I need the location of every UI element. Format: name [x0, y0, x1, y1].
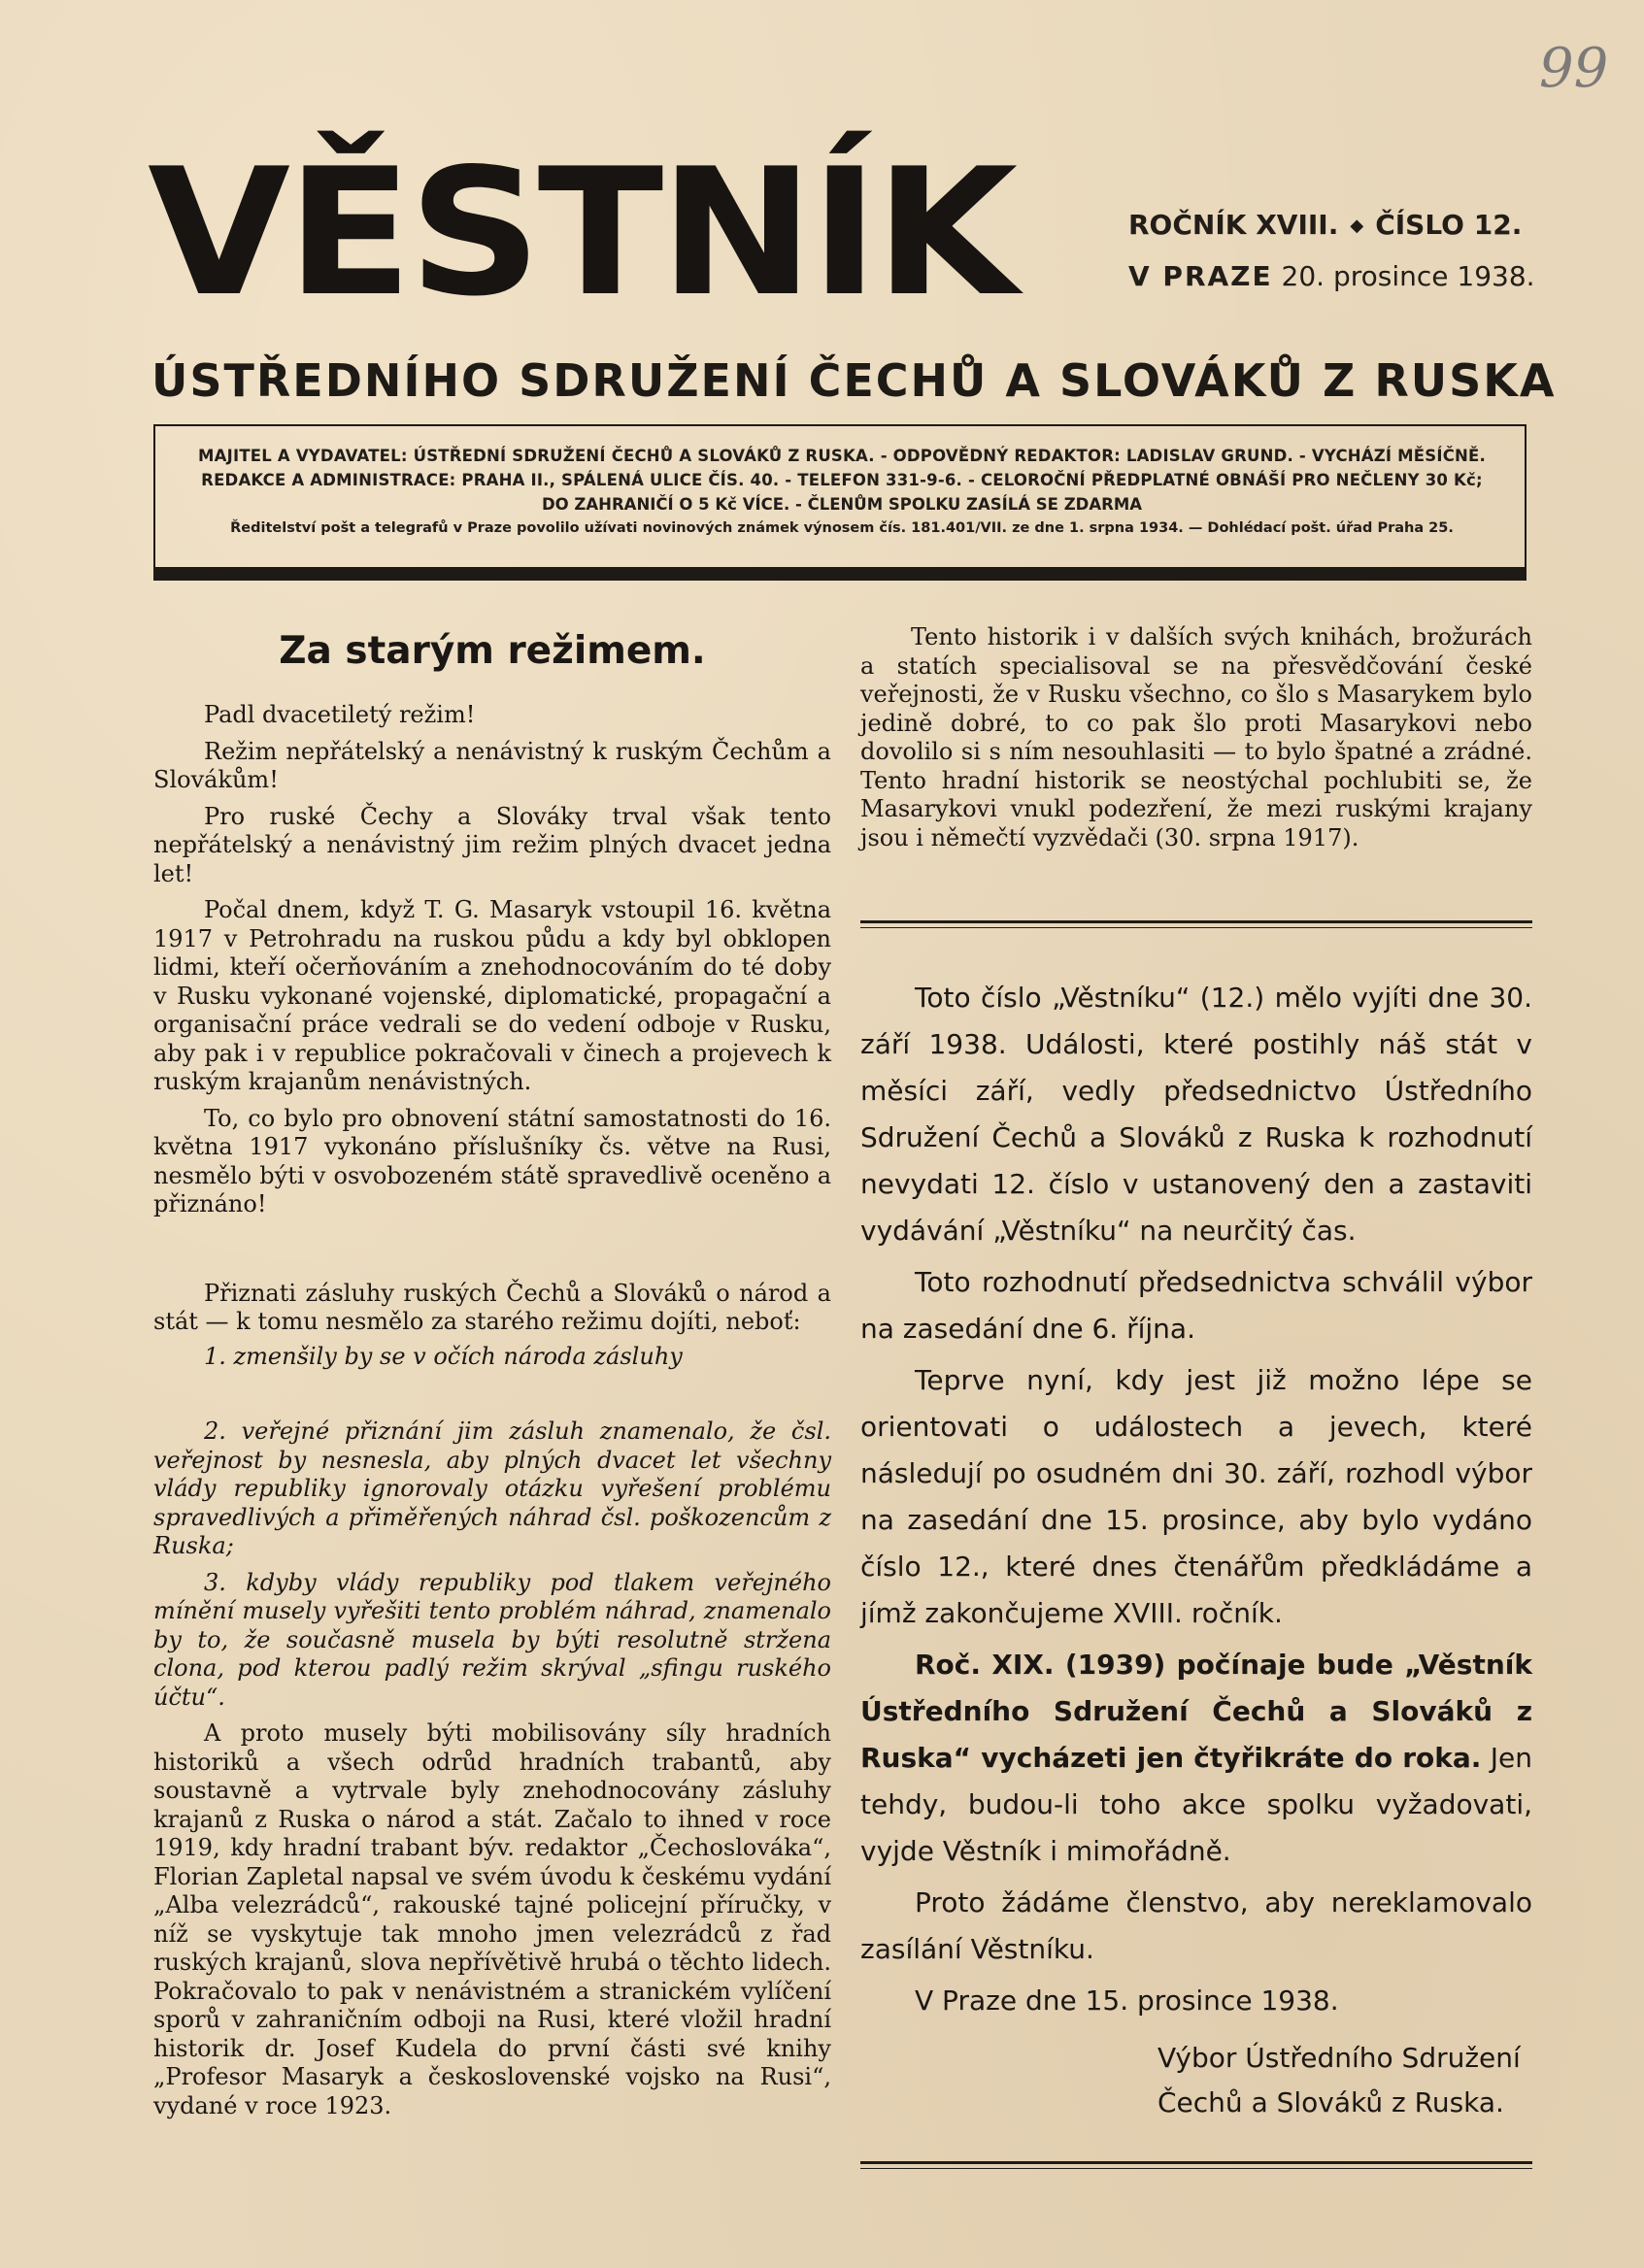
- volume-number: ROČNÍK XVIII.: [1128, 209, 1339, 241]
- masthead-divider: [153, 567, 1527, 581]
- notice-date: V Praze dne 15. prosince 1938.: [915, 1984, 1339, 2017]
- article-continuation: [860, 623, 1532, 852]
- notice-paragraph: Proto žádáme členstvo, aby nereklamovalo zasílání Věstníku.: [860, 1886, 1532, 1965]
- notice-paragraph: Toto číslo „Věstníku“ (12.) mělo vyjíti dne 30. září 1938. Události, které postihly náš stát v měsíci září, vedly předsednictvo Ústředního Sdružení Čechů a Slováků z Ruska k rozhodnutí nevydati 12. číslo v ustanovený den a zastaviti vydávání „Věstníku“ na neurčitý čas.: [860, 982, 1532, 1247]
- notice-text: Jen tehdy, budou-li toho akce spolku vyžadovati, vyjde Věstník i mimořádně.: [860, 1742, 1533, 1867]
- issue-info: [1128, 200, 1536, 302]
- masthead-title: VĚSTNÍK: [148, 130, 1015, 335]
- signature-line: Výbor Ústředního Sdružení: [1158, 2042, 1521, 2074]
- address-line: REDAKCE A ADMINISTRACE: PRAHA II., SPÁLENÁ ULICE ČÍS. 40. - TELEFON 331-9-6. - CELOROČNÍ PŘEDPLATNÉ OBNÁŠÍ PRO NEČLENY 30 Kč;: [201, 471, 1483, 489]
- article-column: [153, 621, 831, 2120]
- article-paragraph: To, co bylo pro obnovení státní samostatnosti do 16. května 1917 vykonáno příslušníky čs. větve na Rusi, nesmělo býti v osvobozeném státě spravedlivě oceněno a přiznáno!: [153, 1104, 831, 1217]
- article-paragraph: Pro ruské Čechy a Slováky trval však tento nepřátelský a nenávistný jim režim plných dvacet jedna let!: [153, 802, 831, 887]
- notice-bold-text: Roč. XIX. (1939) počínaje bude „Věstník Ústředního Sdružení Čechů a Slováků z Ruska“ vycházeti jen čtyřikráte do roka.: [860, 1649, 1532, 1774]
- issue-row: [1128, 200, 1536, 251]
- article-paragraph: A proto musely býti mobilisovány síly hradních historiků a všech odrůd hradních trabantů, aby soustavně a vytrvale byly znehodnocovány zásluhy krajanů z Ruska o národ a stát. Začalo to ihned v roce 1919, kdy hradní trabant býv. redaktor „Čechoslováka“, Florian Zapletal napsal ve svém úvodu k českému vydání „Alba velezrádců“, rakouské tajné policejní příručky, v níž se vyskytuje tak mnoho jmen velezrádců z řad ruských krajanů, slova nepřívětivě hrubá o těchto lidech. Pokračovalo to pak v nenávistném a stranickém vylíčení sporů v zahraničním odboji na Rusi, které vložil hradní historik dr. Josef Kudela do první části své knihy „Profesor Masaryk a československé vojsko na Rusi“, vydané v roce 1923.: [153, 1719, 831, 2119]
- notice-paragraph: Toto rozhodnutí předsednictva schválil výbor na zasedání dne 6. října.: [860, 1266, 1532, 1345]
- signature-line: Čechů a Slováků z Ruska.: [1158, 2086, 1504, 2118]
- notice-paragraph: Teprve nyní, kdy jest již možno lépe se orientovati o událostech a jevech, které následují po osudném dni 30. září, rozhodl výbor na zasedání dne 15. prosince, aby bylo vydáno číslo 12., které dnes čtenářům předkládáme a jímž zakončujeme XVIII. ročník.: [860, 1364, 1532, 1629]
- article-paragraph: Režim nepřátelský a nenávistný k ruským Čechům a Slovákům!: [153, 737, 831, 793]
- article-paragraph: Tento historik i v dalších svých knihách, brožurách a statích specialisoval se na přesvědčování české veřejnosti, že v Rusku všechno, co šlo s Masarykem bylo jedině dobré, to co pak šlo proti Masarykovi nebo dovolilo si s ním nesouhlasiti — to bylo špatné a zrádné. Tento hradní historik se neostýchal pochlubiti se, že Masarykovi vnukl podezření, že mezi ruskými krajany jsou i němečtí vyzvědači (30. srpna 1917).: [860, 623, 1532, 851]
- publisher-line: MAJITEL A VYDAVATEL: ÚSTŘEDNÍ SDRUŽENÍ ČECHŮ A SLOVÁKŮ Z RUSKA. - ODPOVĚDNÝ REDAKTOR: LADISLAV GRUND. - VYCHÁZÍ MĚSÍČNĚ.: [198, 447, 1486, 465]
- diamond-icon: ◆: [1350, 216, 1364, 236]
- article-list-item: 1. zmenšily by se v očích národa zásluhy: [204, 1342, 683, 1370]
- publisher-info-box: [153, 424, 1527, 572]
- issue-number: ČÍSLO 12.: [1375, 209, 1523, 241]
- article-list-item: 2. veřejné přiznání jim zásluh znamenalo, že čsl. veřejnost by nesnesla, aby plných dvacet let všechny vlády republiky ignorovaly otázku vyřešení problému spravedlivých a přiměřených náhrad čsl. poškozencům z Ruska;: [153, 1418, 831, 1559]
- postal-permit-line: Ředitelství pošt a telegrafů v Praze povolilo užívati novinových známek výnosem čís. 181.401/VII. ze dne 1. srpna 1934. — Dohlédací pošt. úřad Praha 25.: [230, 520, 1454, 536]
- issue-date: 20. prosince 1938.: [1281, 260, 1535, 292]
- notice-signature: [1158, 2036, 1532, 2125]
- issue-city: V PRAZE: [1128, 260, 1273, 292]
- section-divider: [860, 2161, 1532, 2169]
- handwritten-page-number: 99: [1539, 37, 1609, 100]
- date-row: [1128, 251, 1536, 302]
- notice-paragraph: [860, 1642, 1532, 1875]
- article-list-item: 3. kdyby vlády republiky pod tlakem veřejného mínění musely vyřešiti tento problém náhrad, znamenalo by to, že současně musela by býti resolutně stržena clona, pod kterou padlý režim skrýval „sfingu ruského účtu“.: [153, 1568, 831, 1711]
- section-divider: [860, 920, 1532, 928]
- article-paragraph: Padl dvacetiletý režim!: [204, 701, 476, 728]
- article-paragraph: Počal dnem, když T. G. Masaryk vstoupil 16. května 1917 v Petrohradu na ruskou půdu a kdy byl obklopen lidmi, kteří očerňováním a znehodnocováním do té doby v Rusku vykonané vojenské, diplomatické, propagační a organisační práce vedrali se do vedení odboje v Rusku, aby pak i v republice pokračovali v činech a projevech k ruským krajanům nenávistných.: [153, 896, 831, 1095]
- article-paragraph: Přiznati zásluhy ruských Čechů a Slováků o národ a stát — k tomu nesmělo za starého režimu dojíti, neboť:: [153, 1279, 831, 1335]
- masthead-subtitle: ÚSTŘEDNÍHO SDRUŽENÍ ČECHŮ A SLOVÁKŮ Z RUSKA: [151, 354, 1557, 407]
- editorial-notice: [860, 975, 1532, 2130]
- subscription-line: DO ZAHRANIČÍ O 5 Kč VÍCE. - ČLENŮM SPOLKU ZASÍLÁ SE ZDARMA: [541, 495, 1143, 514]
- article-heading: Za starým režimem.: [279, 629, 706, 673]
